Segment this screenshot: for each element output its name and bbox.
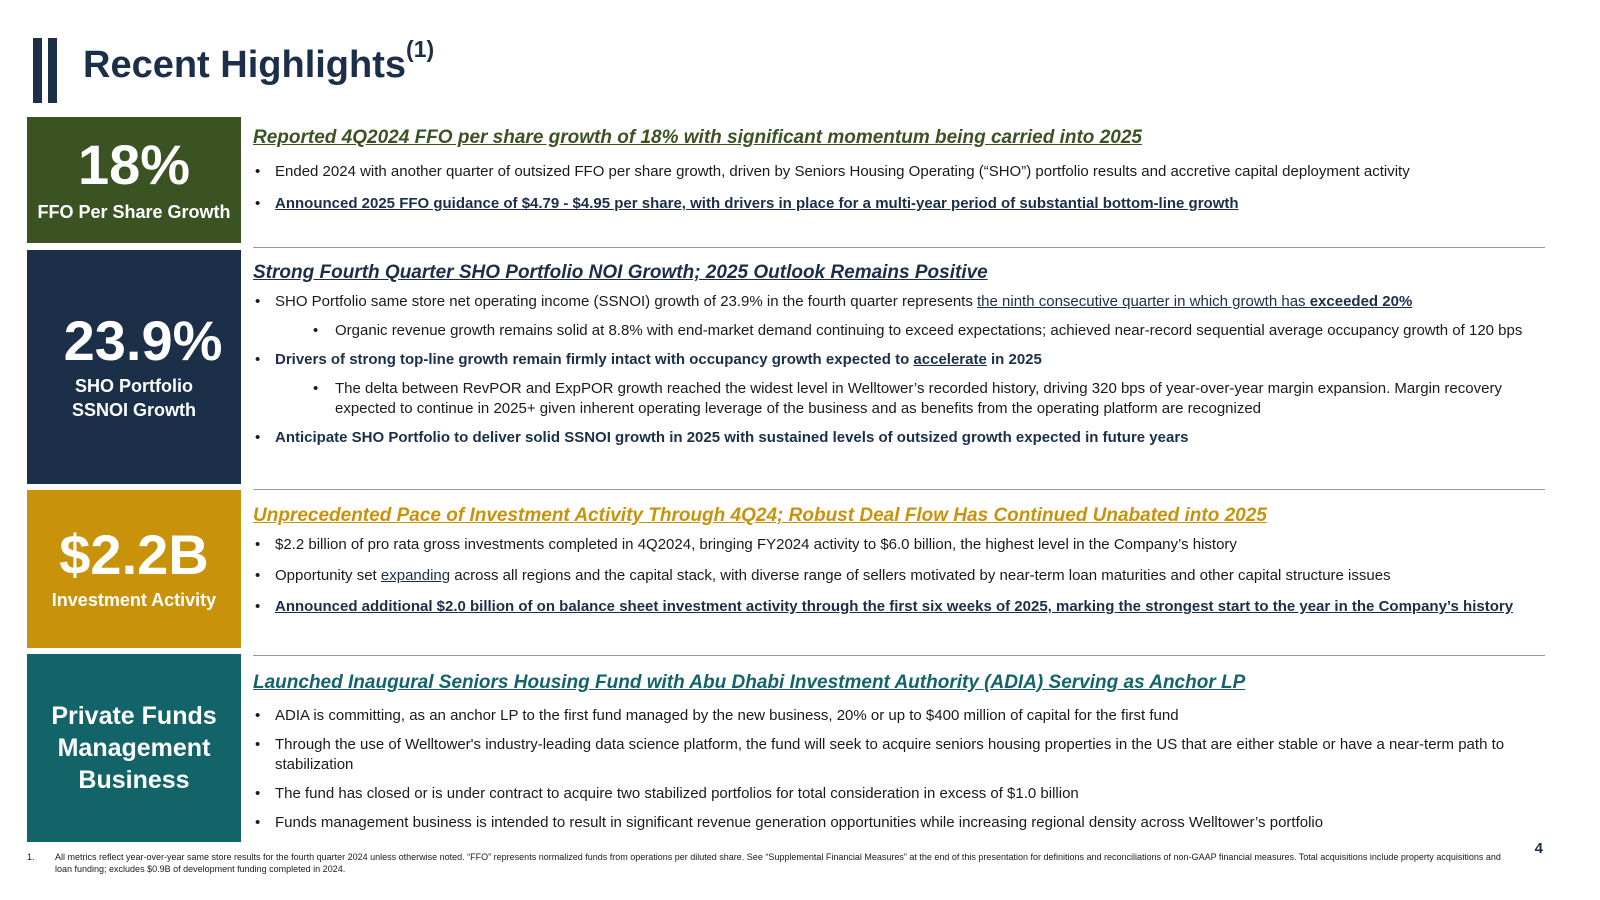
list-item: • Opportunity set expanding across all regions and the capital stack, with diverse range of sellers motivated by near-term loan maturities and other capital structure issues bbox=[253, 566, 1560, 586]
tile-private-funds-line2: Management bbox=[57, 734, 211, 762]
list-item: • Ended 2024 with another quarter of outsized FFO per share growth, driven by Seniors Housing Operating (“SHO”) portfolio results and accretive capital deployment activity bbox=[253, 162, 1560, 182]
page-title bbox=[83, 36, 435, 87]
page-title-footnote-marker: (1) bbox=[406, 36, 435, 63]
footnote-number: 1. bbox=[27, 852, 35, 862]
list-item: • Announced additional $2.0 billion of on balance sheet investment activity through the first six weeks of 2025, marking the strongest start to the year in the Company’s history bbox=[253, 597, 1560, 617]
list-item: • Through the use of Welltower's industry-leading data science platform, the fund will seek to acquire seniors housing properties in the US that are either stable or have a near-term path to stabilization bbox=[253, 735, 1560, 775]
section-funds-heading: Launched Inaugural Seniors Housing Fund with Abu Dhabi Investment Authority (ADIA) Serving as Anchor LP bbox=[253, 672, 1246, 693]
section-ffo-content bbox=[253, 127, 1560, 214]
list-item: • Organic revenue growth remains solid at 8.8% with end-market demand continuing to exceed expectations; achieved near-record sequential average occupancy growth of 120 bps bbox=[253, 321, 1560, 341]
tile-ffo-value: 18% bbox=[77, 132, 191, 196]
section-divider bbox=[253, 655, 1545, 656]
list-item: • Drivers of strong top-line growth remain firmly intact with occupancy growth expected to accelerate in 2025 bbox=[253, 350, 1560, 370]
section-funds-content bbox=[253, 672, 1560, 833]
list-item: • SHO Portfolio same store net operating income (SSNOI) growth of 23.9% in the fourth quarter represents the ninth consecutive quarter in which growth has exceeded 20% bbox=[253, 292, 1560, 312]
section-investment-content bbox=[253, 505, 1560, 617]
tile-private-funds-line1: Private Funds bbox=[51, 702, 217, 730]
tile-private-funds-line3: Business bbox=[78, 766, 190, 794]
list-item: • $2.2 billion of pro rata gross investments completed in 4Q2024, bringing FY2024 activity to $6.0 billion, the highest level in the Company’s history bbox=[253, 535, 1560, 555]
section-ffo-bullets bbox=[253, 162, 1560, 214]
footnote bbox=[27, 852, 1507, 875]
section-investment-bullets bbox=[253, 535, 1560, 617]
tile-ffo-label: FFO Per Share Growth bbox=[37, 202, 231, 223]
section-investment-heading: Unprecedented Pace of Investment Activity Through 4Q24; Robust Deal Flow Has Continued Unabated into 2025 bbox=[253, 505, 1267, 526]
footnote-text: All metrics reflect year-over-year same store results for the fourth quarter 2024 unless otherwise noted. “FFO” represents normalized funds from operations per diluted share. See “Supplemental Financial Measures” at the end of this presentation for definitions and reconciliations of non-GAAP financial measures. Total acquisitions include property acquisitions and loan funding; excludes $0.9B of development funding completed in 2024. bbox=[55, 852, 1501, 874]
tile-investment-label: Investment Activity bbox=[51, 590, 217, 611]
section-ssnoi-content bbox=[253, 262, 1560, 448]
page-number: 4 bbox=[1534, 840, 1543, 857]
list-item: • The delta between RevPOR and ExpPOR growth reached the widest level in Welltower’s recorded history, driving 320 bps of year-over-year margin expansion. Margin recovery expected to continue in 2025+ given inherent operating leverage of the business and as benefits from the operating platform are recognized bbox=[253, 379, 1560, 419]
list-item: • ADIA is committing, as an anchor LP to the first fund managed by the new business, 20% or up to $400 million of capital for the first fund bbox=[253, 706, 1560, 726]
list-item: • Funds management business is intended to result in significant revenue generation opportunities while increasing regional density across Welltower’s portfolio bbox=[253, 813, 1560, 833]
tile-ffo-growth bbox=[27, 117, 241, 243]
tile-private-funds bbox=[27, 654, 241, 842]
section-divider bbox=[253, 489, 1545, 490]
title-accent-bars bbox=[33, 38, 59, 103]
list-item: • Announced 2025 FFO guidance of $4.79 - $4.95 per share, with drivers in place for a multi-year period of substantial bottom-line growth bbox=[253, 194, 1560, 214]
tile-ssnoi-value: 23.9% bbox=[63, 308, 223, 372]
section-ffo-heading: Reported 4Q2024 FFO per share growth of 18% with significant momentum being carried into 2025 bbox=[253, 127, 1142, 148]
page-title-text: Recent Highlights bbox=[83, 44, 407, 86]
section-ssnoi-heading: Strong Fourth Quarter SHO Portfolio NOI Growth; 2025 Outlook Remains Positive bbox=[253, 262, 988, 283]
tile-ssnoi-label-line2: SSNOI Growth bbox=[71, 400, 196, 421]
tile-investment-activity bbox=[27, 490, 241, 648]
section-ssnoi-bullets bbox=[253, 292, 1560, 448]
section-divider bbox=[253, 247, 1545, 248]
tile-ssnoi-growth bbox=[27, 250, 241, 484]
list-item: • The fund has closed or is under contract to acquire two stabilized portfolios for total consideration in excess of $1.0 billion bbox=[253, 784, 1560, 804]
tile-investment-value: $2.2B bbox=[59, 522, 209, 586]
list-item: • Anticipate SHO Portfolio to deliver solid SSNOI growth in 2025 with sustained levels of outsized growth expected in future years bbox=[253, 428, 1560, 448]
tile-ssnoi-label-line1: SHO Portfolio bbox=[75, 376, 193, 397]
section-funds-bullets bbox=[253, 706, 1560, 833]
